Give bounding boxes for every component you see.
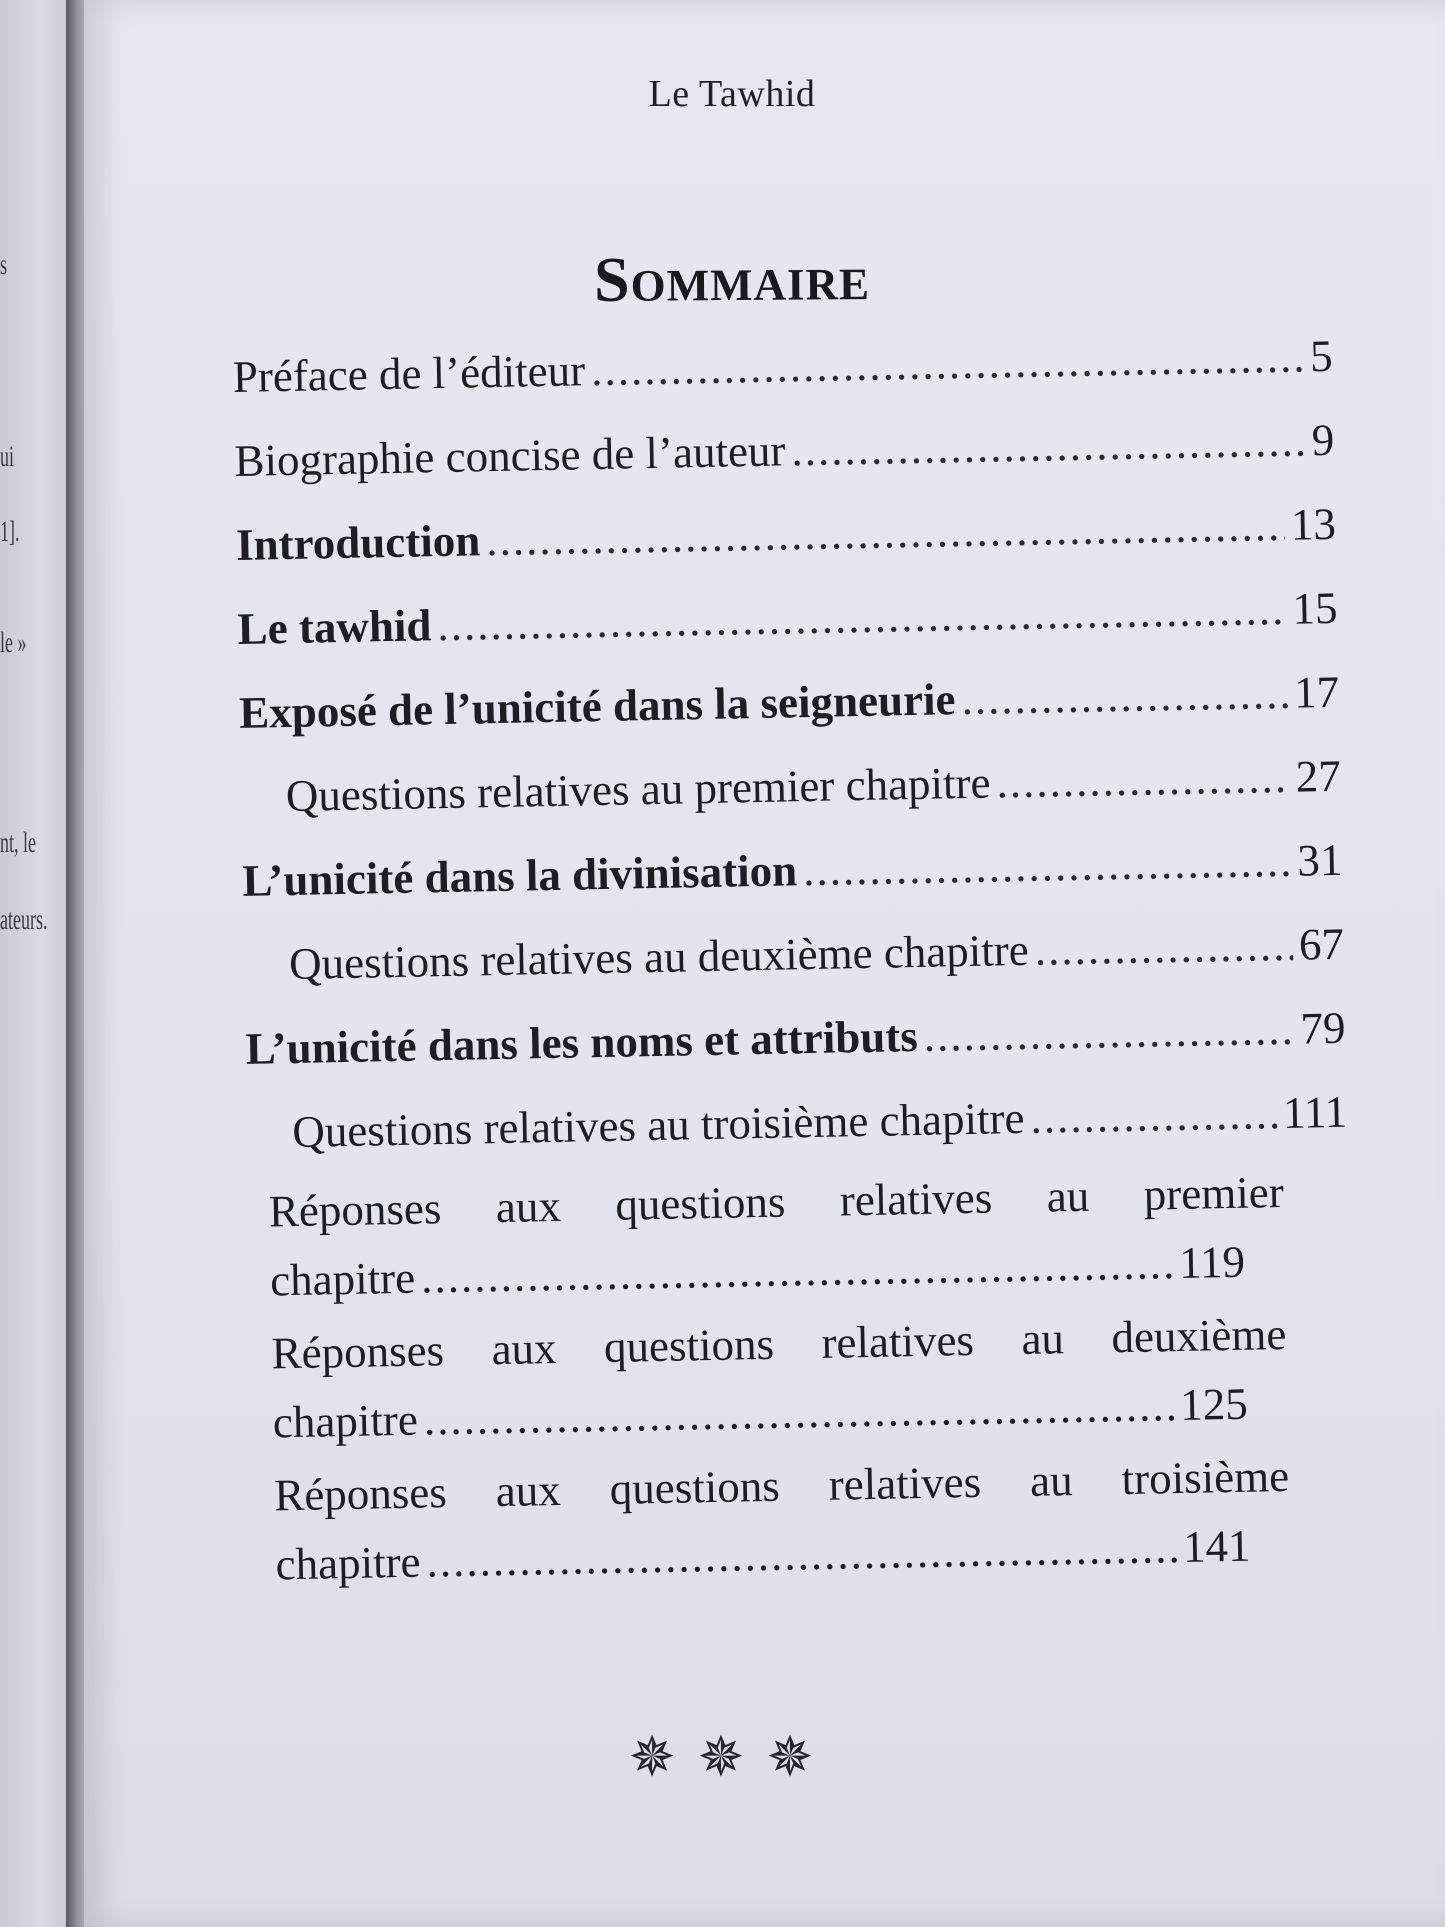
toc-leader-dots bbox=[485, 483, 1285, 582]
toc-page-number: 13 bbox=[1290, 498, 1337, 550]
toc-page-number: 67 bbox=[1298, 918, 1345, 970]
toc-entry-label: Le tawhid bbox=[237, 600, 432, 654]
toc-title: Sommaire bbox=[593, 242, 871, 315]
toc-entry-wrapped bbox=[248, 1159, 1285, 1317]
prev-page-fragment: 1]. bbox=[0, 515, 20, 548]
ornament-stars: ✵✵✵ bbox=[628, 1727, 836, 1789]
toc-page-number: 31 bbox=[1296, 834, 1343, 886]
running-header: Le Tawhid bbox=[648, 73, 816, 115]
toc-entry-label: Questions relatives au troisième chapitre bbox=[291, 1092, 1025, 1157]
prev-page-fragment: ateurs. bbox=[0, 903, 48, 936]
toc-entry-wrapped bbox=[251, 1301, 1288, 1459]
toc-leader-dots bbox=[996, 735, 1291, 825]
toc-leader-dots bbox=[791, 398, 1307, 492]
toc-page-number: 17 bbox=[1293, 666, 1340, 718]
toc-entry-word: aux bbox=[495, 1464, 562, 1517]
toc-entry-word: troisième bbox=[1121, 1450, 1290, 1505]
toc-entry-word: relatives bbox=[828, 1456, 982, 1510]
table-of-contents bbox=[232, 314, 1356, 1601]
toc-entry-label: Introduction bbox=[235, 515, 481, 570]
toc-entry-word: questions bbox=[603, 1318, 775, 1373]
toc-entry-label: Exposé de l’unicité dans la seigneurie bbox=[238, 674, 956, 738]
toc-entry-word: Réponses bbox=[271, 1325, 445, 1379]
toc-entry-word: au bbox=[1029, 1455, 1074, 1506]
toc-entry-word: aux bbox=[495, 1180, 562, 1233]
toc-entry-label: L’unicité dans les noms et attributs bbox=[245, 1010, 919, 1074]
toc-page-number: 111 bbox=[1282, 1086, 1348, 1138]
toc-entry-word: deuxième bbox=[1110, 1308, 1287, 1363]
toc-entry-label: Préface de l’éditeur bbox=[232, 345, 586, 402]
toc-leader-dots bbox=[923, 987, 1295, 1078]
toc-leader-dots bbox=[437, 567, 1288, 667]
prev-page-fragment: s bbox=[0, 248, 8, 281]
toc-entry-label: Biographie concise de l’auteur bbox=[233, 425, 786, 486]
toc-entry-label: L’unicité dans la divinisation bbox=[242, 845, 798, 906]
toc-page-number: 5 bbox=[1309, 330, 1334, 382]
toc-page-number: 141 bbox=[1182, 1520, 1251, 1572]
toc-entry-label: Questions relatives au premier chapitre bbox=[285, 757, 991, 822]
toc-entry-label: chapitre bbox=[269, 1252, 416, 1306]
toc-entry-word: relatives bbox=[821, 1314, 975, 1368]
toc-leader-dots bbox=[1034, 903, 1294, 992]
toc-entry-word: premier bbox=[1143, 1166, 1285, 1220]
prev-page-fragment: ui bbox=[0, 440, 15, 473]
toc-entry-label: Questions relatives au deuxième chapitre bbox=[288, 924, 1030, 990]
toc-entry-word: questions bbox=[614, 1176, 786, 1230]
toc-page-number: 125 bbox=[1179, 1378, 1249, 1430]
prev-page-fragment: le » bbox=[0, 626, 27, 659]
toc-entry-label: chapitre bbox=[272, 1394, 419, 1448]
toc-entry-word: aux bbox=[491, 1322, 557, 1375]
toc-entry-word: au bbox=[1020, 1313, 1065, 1365]
toc-leader-dots bbox=[420, 1227, 1173, 1313]
book-page bbox=[84, 0, 1445, 1927]
toc-page-number: 9 bbox=[1311, 414, 1335, 466]
toc-leader-dots bbox=[590, 314, 1305, 412]
toc-leader-dots bbox=[802, 819, 1292, 912]
toc-entry-word: relatives bbox=[839, 1172, 993, 1226]
toc-page-number: 79 bbox=[1300, 1002, 1346, 1054]
toc-entry-word: Réponses bbox=[268, 1183, 442, 1237]
toc-entry-wrapped bbox=[254, 1443, 1291, 1601]
toc-entry-label: chapitre bbox=[275, 1536, 421, 1590]
toc-leader-dots bbox=[426, 1511, 1178, 1597]
toc-entry-word: questions bbox=[609, 1460, 781, 1514]
toc-page-number: 15 bbox=[1291, 582, 1338, 634]
toc-entry-word: au bbox=[1046, 1170, 1090, 1222]
toc-leader-dots bbox=[423, 1369, 1175, 1455]
toc-leader-dots bbox=[1030, 1071, 1278, 1160]
toc-entry-word: Réponses bbox=[273, 1467, 448, 1521]
toc-page-number: 119 bbox=[1178, 1236, 1246, 1288]
toc-leader-dots bbox=[961, 651, 1289, 741]
toc-page-number: 27 bbox=[1295, 750, 1342, 802]
prev-page-fragment: nt, le bbox=[0, 826, 36, 859]
